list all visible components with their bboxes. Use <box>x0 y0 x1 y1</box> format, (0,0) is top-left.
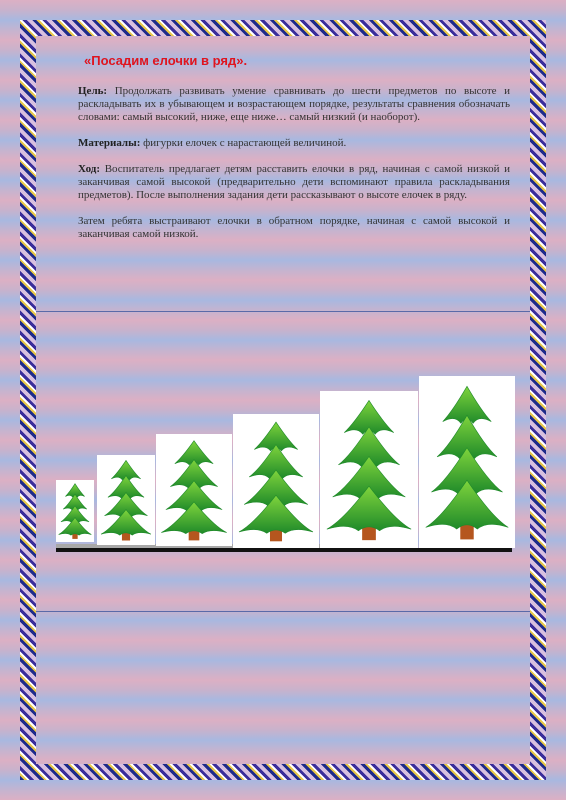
tree-trunk <box>189 530 200 540</box>
tree-trunk <box>460 524 473 539</box>
tree-trunk <box>270 529 282 541</box>
tree-6 <box>419 376 515 548</box>
tree-2 <box>97 455 155 545</box>
page-title: «Посадим елочки в ряд». <box>84 53 248 68</box>
tree-4 <box>233 414 319 548</box>
procedure-text: Воспитатель предлагает детям расставить елочки в ряд, начиная с самой низкой и заканчивая самой высокой (предварительно дети вспоминают правила раскладывания предметов). После выполнения задания дети рассказывают о высоте елочек в ряду. <box>78 163 510 201</box>
goal-text: Продолжать развивать умение сравнивать до шести предметов по высоте и раскладывать их в убывающем и возрастающем порядке, результаты сравнения обозначать словами: самый высокий, ниже, еще ниже… самый низкий (и наоборот). <box>78 85 510 123</box>
tree-3 <box>156 434 232 546</box>
materials-label: Материалы: <box>78 137 141 149</box>
tree-1 <box>56 480 94 542</box>
goal-label: Цель: <box>78 85 108 97</box>
tree-trunk <box>362 526 376 540</box>
materials-text: фигурки елочек с нарастающей величиной. <box>140 137 347 149</box>
tree-5 <box>320 391 418 548</box>
procedure-label: Ход: <box>78 163 101 175</box>
followup-paragraph: Затем ребята выстраивают елочки в обратном порядке, начиная с самой высокой и заканчивая самой низкой. <box>78 215 510 240</box>
